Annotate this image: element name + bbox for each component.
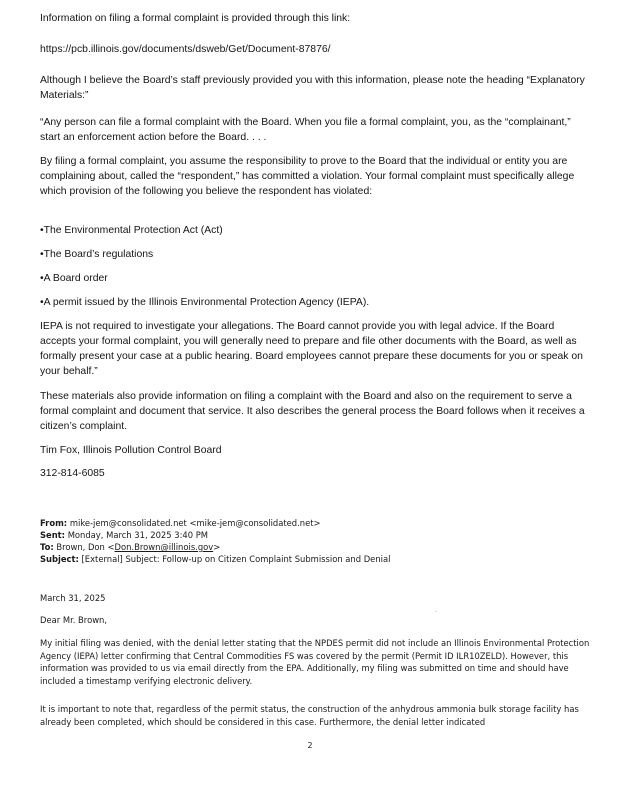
email-date: March 31, 2025: [40, 593, 106, 603]
materials-paragraph: These materials also provide information on filing a complaint with the Board and also on the requirement to serve a formal complaint and document that service. It also describes the general process the Board follows when it receives a citizen’s complaint.: [40, 391, 585, 432]
signature: Tim Fox, Illinois Pollution Control Board: [40, 445, 222, 456]
email-body-paragraph: It is important to note that, regardless of the permit status, the construction of the anhydrous ammonia bulk storage facility has already been completed, which should be considered in this case. Furthermore, the denial letter indicated: [40, 704, 579, 727]
from-label: From:: [40, 518, 68, 528]
quote-paragraph: “Any person can file a formal complaint with the Board. When you file a formal complaint, you, as the “complainant,” start an enforcement action before the Board. . . .: [40, 117, 571, 143]
email-subject-line: [40, 553, 600, 566]
document-link[interactable]: https://pcb.illinois.gov/documents/dsweb/Get/Document-87876/: [40, 44, 331, 55]
email-body-paragraph: My initial filing was denied, with the denial letter stating that the NPDES permit did not include an Illinois Environmental Protection Agency (IEPA) letter confirming that Central Commodities FS was covered by the permit (Permit ID ILR10ZELD). However, this information was provided to us via email directly from the EPA. Additionally, my filing was submitted on time and should have included a timestamp verifying electronic delivery.: [40, 638, 590, 686]
email-sent-line: [40, 529, 600, 542]
iepa-paragraph: IEPA is not required to investigate your allegations. The Board cannot provide you with legal advice. If the Board accepts your formal complaint, you will generally need to prepare and file other documents with the Board, as well as formally present your case at a public hearing. Board employees cannot prepare these documents for you or speak on your behalf.”: [40, 321, 583, 377]
subject-label: Subject:: [40, 554, 79, 564]
phone-number: 312-814-6085: [40, 468, 105, 479]
subject-value: [External] Subject: Follow-up on Citizen Complaint Submission and Denial: [81, 554, 391, 564]
stray-mark: .: [435, 607, 437, 614]
staff-note-paragraph: Although I believe the Board’s staff previously provided you with this information, please note the heading “Explanatory Materials:”: [40, 75, 585, 101]
sent-value: Monday, March 31, 2025 3:40 PM: [67, 530, 208, 540]
email-greeting: Dear Mr. Brown,: [40, 615, 108, 625]
bullet-item: • The Environmental Protection Act (Act): [40, 223, 588, 238]
bullet-item: • A permit issued by the Illinois Environmental Protection Agency (IEPA).: [40, 295, 588, 310]
email-from-line: [40, 517, 600, 530]
intro-paragraph: Information on filing a formal complaint is provided through this link:: [40, 13, 351, 24]
bullet-item: • A Board order: [40, 271, 588, 286]
sent-label: Sent:: [40, 530, 66, 540]
from-value[interactable]: mike-jem@consolidated.net <mike-jem@consolidated.net>: [69, 518, 321, 528]
to-close: >: [213, 542, 221, 552]
responsibility-paragraph: By filing a formal complaint, you assume the responsibility to prove to the Board that the individual or entity you are complaining about, called the “respondent,” has committed a violation. Your formal complaint must specifically allege which provision of the following you believe the respondent has violated:: [40, 156, 575, 197]
email-to-line: [40, 541, 600, 554]
to-email-link[interactable]: Don.Brown@illinois.gov: [114, 542, 214, 552]
to-label: To:: [40, 542, 54, 552]
page-number: 2: [307, 741, 313, 750]
to-name: Brown, Don <: [56, 542, 115, 552]
bullet-item: • The Board’s regulations: [40, 247, 588, 262]
